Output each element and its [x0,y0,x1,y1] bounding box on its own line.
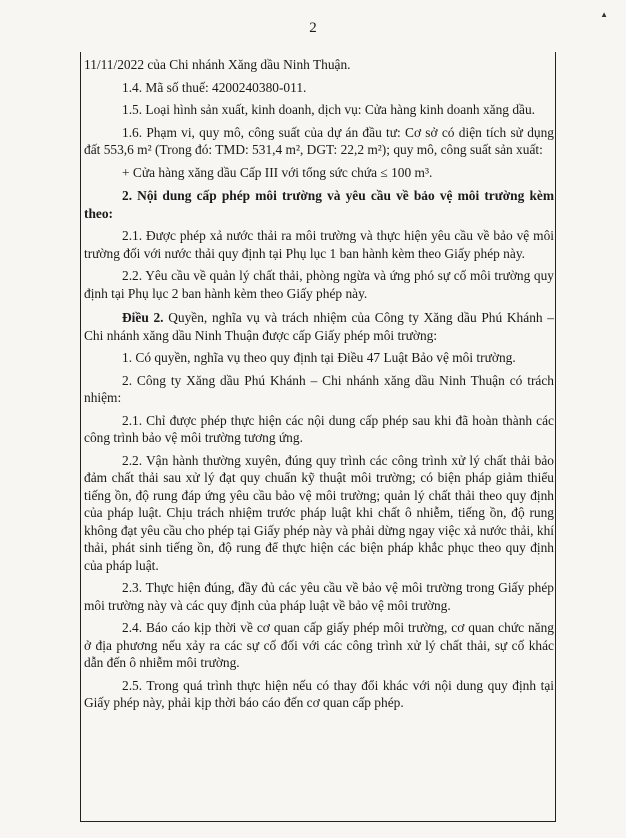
paragraph-2-2: 2.2. Yêu cầu về quản lý chất thải, phòng ngừa và ứng phó sự cố môi trường quy định tại Phụ lục 2 ban hành kèm theo Giấy phép này. [84,268,554,301]
article-2-item-2-2: 2.2. Vận hành thường xuyên, đúng quy trình các công trình xử lý chất thải bảo đảm chất thải sau xử lý đạt quy chuẩn kỹ thuật môi trường; có biện pháp giảm thiểu tiếng ồn, độ rung đáp ứng yêu cầu bảo vệ môi trường; quản lý chất thải theo quy định của pháp luật. Chịu trách nhiệm trước pháp luật khi chất ô nhiễm, tiếng ồn, độ rung không đạt yêu cầu cho phép tại Giấy phép này và phải dừng ngay việc xả nước thải, khí thải, phát sinh tiếng ồn, độ rung để thực hiện các biện pháp khắc phục theo quy định của pháp luật. [84,452,554,573]
article-2-label: Điều 2. [122,310,164,325]
article-2-item-2: 2. Công ty Xăng dầu Phú Khánh – Chi nhánh xăng dầu Ninh Thuận có trách nhiệm: [84,372,554,405]
paragraph-date-line: 11/11/2022 của Chi nhánh Xăng dầu Ninh Thuận. [84,57,351,72]
page-number: 2 [309,20,317,36]
paragraph-capacity-bullet: + Cửa hàng xăng dầu Cấp III với tổng sức chứa ≤ 100 m³. [122,164,433,180]
article-2-item-2-5: 2.5. Trong quá trình thực hiện nếu có thay đổi khác với nội dung quy định tại Giấy phép này, phải kịp thời báo cáo đến cơ quan cấp phép. [84,677,554,710]
paragraph-tax-code: 1.4. Mã số thuế: 4200240380-011. [122,79,307,95]
paragraph-scope: 1.6. Phạm vi, quy mô, công suất của dự án đầu tư: Cơ sở có diện tích sử dụng đất 553,6 m² (Trong đó: TMD: 531,4 m², DGT: 22,2 m²); quy mô, công suất sản xuất: [84,124,554,157]
article-2-text: Quyền, nghĩa vụ và trách nhiệm của Công ty Xăng dầu Phú Khánh – Chi nhánh xăng dầu Ninh Thuận được cấp Giấy phép môi trường: [84,310,554,343]
article-2-item-1: 1. Có quyền, nghĩa vụ theo quy định tại Điều 47 Luật Bảo vệ môi trường. [122,350,516,365]
article-2-item-2-3: 2.3. Thực hiện đúng, đầy đủ các yêu cầu về bảo vệ môi trường trong Giấy phép môi trường này và các quy định của pháp luật về bảo vệ môi trường. [84,580,554,613]
document-body [84,56,554,717]
article-2-item-2-1: 2.1. Chỉ được phép thực hiện các nội dung cấp phép sau khi đã hoàn thành các công trình bảo vệ môi trường tương ứng. [84,412,554,445]
paragraph-business-type: 1.5. Loại hình sản xuất, kinh doanh, dịch vụ: Cửa hàng kinh doanh xăng dầu. [122,102,535,117]
article-2-item-2-4: 2.4. Báo cáo kịp thời về cơ quan cấp giấy phép môi trường, cơ quan chức năng ở địa phương nếu xảy ra các sự cố đối với các công trình xử lý chất thải, sự cố khác dẫn đến ô nhiễm môi trường. [84,620,554,670]
paragraph-2-1: 2.1. Được phép xả nước thải ra môi trường và thực hiện yêu cầu về bảo vệ môi trường đối với nước thải quy định tại Phụ lục 1 ban hành kèm theo Giấy phép này. [84,228,554,261]
section-heading-2: 2. Nội dung cấp phép môi trường và yêu cầu về bảo vệ môi trường kèm theo: [84,188,554,221]
article-2-intro [84,309,554,344]
corner-mark-icon: ▲ [600,10,608,19]
